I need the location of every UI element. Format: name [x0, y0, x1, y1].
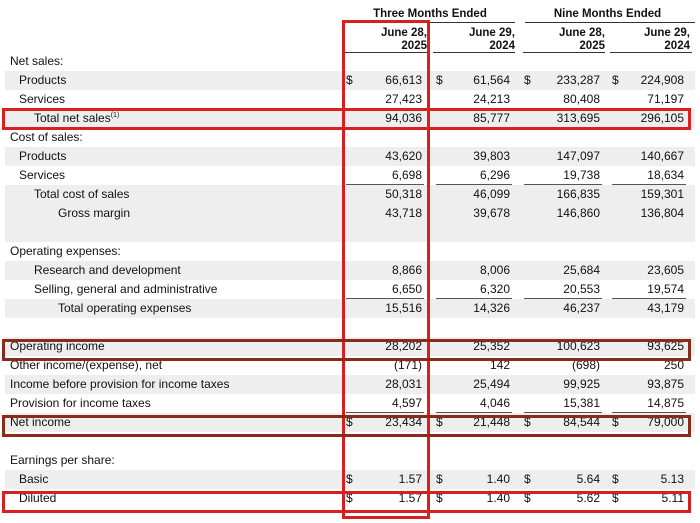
cell-value: 43,718 — [385, 206, 422, 220]
cell-value: 5.64 — [576, 472, 600, 486]
cell-value: 159,301 — [640, 187, 684, 201]
cell-value: 14,326 — [473, 301, 510, 315]
cell-value: 140,667 — [640, 149, 684, 163]
dollar-sign: $ — [524, 73, 531, 87]
dollar-sign: $ — [612, 472, 619, 486]
footnote-marker: (1) — [110, 112, 120, 119]
cell-value: 27,423 — [385, 92, 422, 106]
dollar-sign: $ — [524, 415, 531, 429]
cell-value: 61,564 — [473, 73, 510, 87]
row-label: Cost of sales: — [10, 130, 83, 144]
cell-value: 23,605 — [647, 263, 684, 277]
cell-value: 43,179 — [647, 301, 684, 315]
cell-value: 313,695 — [556, 111, 600, 125]
cell-value: 5.11 — [661, 491, 684, 505]
cell-value: 24,213 — [473, 92, 510, 106]
cell-value: 66,613 — [385, 73, 422, 87]
row-label: Provision for income taxes — [10, 396, 151, 410]
cell-value: 46,099 — [473, 187, 510, 201]
row-label: Basic — [19, 472, 49, 486]
cell-value: (171) — [393, 358, 422, 372]
cell-value: 20,553 — [563, 282, 600, 296]
cell-value: 93,625 — [647, 339, 684, 353]
cell-value: 79,000 — [647, 415, 684, 429]
row-label: Diluted — [19, 491, 57, 505]
cell-value: 18,634 — [647, 168, 684, 182]
cell-value: 142 — [489, 358, 510, 372]
dollar-sign: $ — [346, 472, 353, 486]
column-header-q3-2025: June 28, 2025 — [380, 27, 427, 52]
cell-value: 85,777 — [473, 111, 510, 125]
column-header-9m-2025: June 28, 2025 — [558, 27, 605, 52]
cell-value: 28,031 — [385, 377, 422, 391]
row-label: Products — [19, 149, 67, 163]
dollar-sign: $ — [436, 415, 443, 429]
cell-value: 166,835 — [556, 187, 600, 201]
dollar-sign: $ — [346, 73, 353, 87]
cell-value: 4,597 — [391, 396, 422, 410]
cell-value: 250 — [663, 358, 684, 372]
row-label: Products — [19, 73, 67, 87]
cell-value: (698) — [571, 358, 600, 372]
cell-value: 15,516 — [385, 301, 422, 315]
row-label: Services — [19, 168, 66, 182]
dollar-sign: $ — [436, 472, 443, 486]
cell-value: 94,036 — [385, 111, 422, 125]
cell-value: 15,381 — [563, 396, 600, 410]
cell-value: 6,650 — [391, 282, 422, 296]
cell-value: 1.57 — [398, 491, 422, 505]
cell-value: 136,804 — [640, 206, 684, 220]
cell-value: 50,318 — [385, 187, 422, 201]
cell-value: 28,202 — [385, 339, 422, 353]
cell-value: 84,544 — [563, 415, 600, 429]
highlight-column-q3-2025 — [342, 20, 430, 519]
dollar-sign: $ — [524, 491, 531, 505]
cell-value: 1.57 — [398, 472, 422, 486]
cell-value: 25,494 — [473, 377, 510, 391]
dollar-sign: $ — [612, 415, 619, 429]
highlight-row-net-income — [2, 415, 691, 437]
row-label: Net income — [10, 415, 71, 429]
cell-value: 43,620 — [385, 149, 422, 163]
cell-value: 147,097 — [556, 149, 600, 163]
cell-value: 99,925 — [563, 377, 600, 391]
dollar-sign: $ — [346, 415, 353, 429]
cell-value: 14,875 — [647, 396, 684, 410]
column-header-9m-2024: June 29, 2024 — [643, 27, 690, 52]
cell-value: 100,623 — [556, 339, 600, 353]
cell-value: 233,287 — [556, 73, 600, 87]
cell-value: 5.62 — [576, 491, 600, 505]
header-three-months: Three Months Ended — [373, 8, 487, 20]
highlight-row-operating-income — [2, 339, 691, 361]
highlight-row-total-net-sales — [2, 108, 691, 130]
dollar-sign: $ — [612, 491, 619, 505]
row-label: Services — [19, 92, 66, 106]
cell-value: 5.13 — [660, 472, 684, 486]
cell-value: 21,448 — [473, 415, 510, 429]
dollar-sign: $ — [346, 491, 353, 505]
row-label: Income before provision for income taxes — [10, 377, 230, 391]
row-label: Total cost of sales — [34, 187, 130, 201]
cell-value: 1.40 — [486, 491, 510, 505]
cell-value: 39,678 — [473, 206, 510, 220]
row-label: Other income/(expense), net — [10, 358, 163, 372]
cell-value: 6,320 — [479, 282, 510, 296]
row-label: Gross margin — [58, 206, 131, 220]
row-label: Earnings per share: — [10, 453, 115, 467]
row-label: Operating income — [10, 339, 105, 353]
row-label: Research and development — [34, 263, 181, 277]
highlight-row-diluted — [2, 491, 691, 513]
cell-value: 71,197 — [647, 92, 684, 106]
cell-value: 296,105 — [640, 111, 684, 125]
cell-value: 39,803 — [473, 149, 510, 163]
cell-value: 6,296 — [479, 168, 510, 182]
cell-value: 80,408 — [563, 92, 600, 106]
dollar-sign: $ — [436, 491, 443, 505]
cell-value: 46,237 — [563, 301, 600, 315]
cell-value: 224,908 — [640, 73, 684, 87]
row-label: Selling, general and administrative — [34, 282, 218, 296]
cell-value: 23,434 — [385, 415, 422, 429]
cell-value: 6,698 — [391, 168, 422, 182]
row-label: Net sales: — [10, 54, 64, 68]
row-label: Total operating expenses — [58, 301, 192, 315]
header-rule-nine — [525, 22, 695, 23]
cell-value: 25,684 — [563, 263, 600, 277]
cell-value: 4,046 — [479, 396, 510, 410]
row-label: Total net sales$^{(1)}$ — [34, 111, 120, 125]
cell-value: 19,574 — [647, 282, 684, 296]
cell-value: 19,738 — [563, 168, 600, 182]
cell-value: 93,875 — [647, 377, 684, 391]
cell-value: 146,860 — [556, 206, 600, 220]
dollar-sign: $ — [436, 73, 443, 87]
cell-value: 8,006 — [479, 263, 510, 277]
cell-value: 25,352 — [473, 339, 510, 353]
row-label: Operating expenses: — [10, 244, 121, 258]
cell-value: 8,866 — [391, 263, 422, 277]
cell-value: 1.40 — [486, 472, 510, 486]
header-nine-months: Nine Months Ended — [553, 8, 662, 20]
dollar-sign: $ — [524, 472, 531, 486]
dollar-sign: $ — [612, 73, 619, 87]
column-header-q3-2024: June 29, 2024 — [468, 27, 515, 52]
